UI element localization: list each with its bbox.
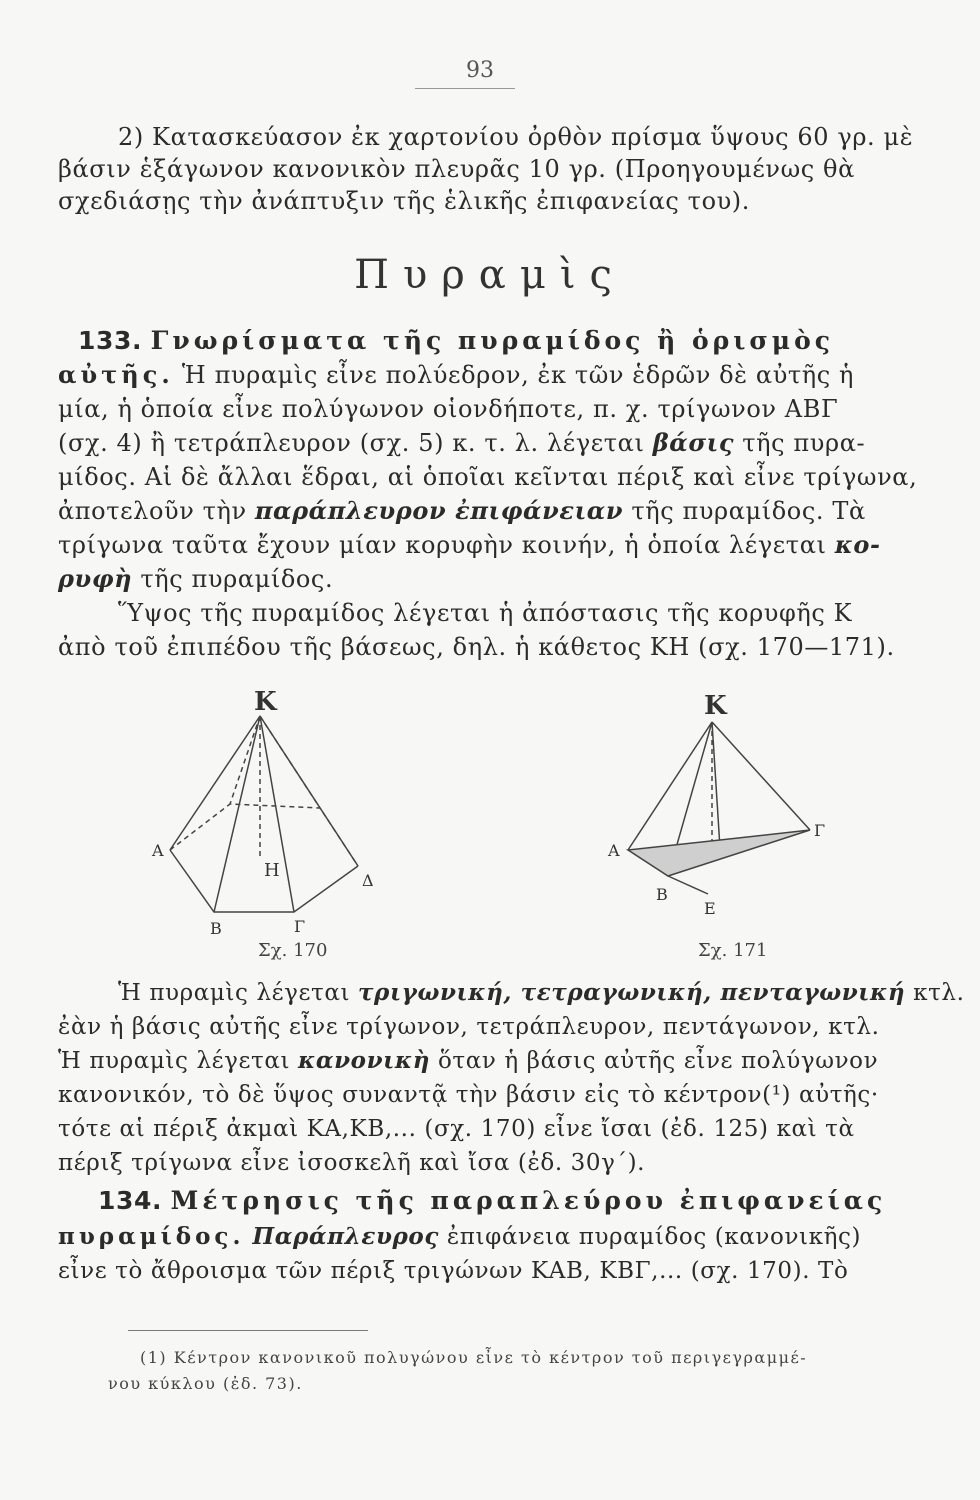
fig170-label-b: Β xyxy=(210,919,222,938)
section-134-line-2: εἶνε τὸ ἄθροισμα τῶν πέριξ τριγώνων ΚΑΒ, ΚΒΓ,... (σχ. 170). Τὸ xyxy=(58,1258,849,1284)
term-basis: βάσις xyxy=(652,428,735,457)
base-back xyxy=(170,804,358,866)
section-133-line-8: Ὕψος τῆς πυραμίδος λέγεται ἡ ἀπόστασις τῆς κορυφῆς Κ xyxy=(118,599,853,627)
classification-line-4: κανονικόν, τὸ δὲ ὕψος συναντᾷ τὴν βάσιν εἰς τὸ κέντρον(¹) αὐτῆς· xyxy=(58,1082,879,1108)
exercise-line-2: βάσιν ἑξάγωνον κανονικὸν πλευρᾶς 10 γρ. (Προηγουμένως θὰ xyxy=(58,155,855,183)
footnote-rule xyxy=(128,1330,368,1331)
term-apex: ρυφὴ xyxy=(58,564,133,593)
classification-line-2: ἐὰν ἡ βάσις αὐτῆς εἶνε τρίγωνον, τετράπλευρον, πεντάγωνον, κτλ. xyxy=(58,1014,880,1040)
section-133-number: 133. xyxy=(78,326,143,355)
section-134-number: 134. xyxy=(98,1186,163,1215)
footnote-line-1: (1) Κέντρον κανονικοῦ πολυγώνου εἶνε τὸ κέντρον τοῦ περιγεγραμμέ- xyxy=(140,1348,808,1367)
figure-170-caption: Σχ. 170 xyxy=(258,940,328,961)
exercise-line-1: 2) Κατασκεύασον ἐκ χαρτονίου ὀρθὸν πρίσμα ὕψους 60 γρ. μὲ xyxy=(118,123,914,151)
term-lateral-surface: παράπλευρον ἐπιφάνειαν xyxy=(254,496,624,525)
exercise-line-3: σχεδιάσῃς τὴν ἀνάπτυξιν τῆς ἑλικῆς ἐπιφανείας του). xyxy=(58,187,750,215)
fig171-label-a: Α xyxy=(608,841,620,860)
section-133-line-9: ἀπὸ τοῦ ἐπιπέδου τῆς βάσεως, δηλ. ἡ κάθετος ΚΗ (σχ. 170—171). xyxy=(58,633,895,661)
section-134-line-1: πυραμίδος. Παράπλευρος ἐπιφάνεια πυραμίδος (κανονικῆς) xyxy=(58,1223,862,1250)
figure-171-pyramid xyxy=(600,680,840,940)
section-134-heading xyxy=(98,1186,958,1216)
fig170-label-center: Η xyxy=(264,860,280,881)
edge-hidden-2 xyxy=(230,716,260,804)
edge-kb xyxy=(214,716,260,912)
edge-ka xyxy=(628,722,712,850)
fig171-label-apex: Κ xyxy=(704,691,727,721)
section-133-line-7: ρυφὴ τῆς πυραμίδος. xyxy=(58,564,334,593)
classification-line-5: τότε αἱ πέριξ ἀκμαὶ ΚΑ,ΚΒ,... (σχ. 170) εἶνε ἴσαι (ἐδ. 125) καὶ τὰ xyxy=(58,1116,855,1142)
section-133-line-3: (σχ. 4) ἢ τετράπλευρον (σχ. 5) κ. τ. λ. λέγεται βάσις τῆς πυρα- xyxy=(58,428,866,457)
section-133-line-1: αὐτῆς. Ἡ πυραμὶς εἶνε πολύεδρον, ἐκ τῶν ἑδρῶν δὲ αὐτῆς ἡ xyxy=(58,360,854,389)
footnote-line-2: νου κύκλου (ἐδ. 73). xyxy=(108,1374,303,1393)
term-regular: κανονικὴ xyxy=(297,1047,431,1074)
classification-line-3: Ἡ πυραμὶς λέγεται κανονικὴ ὅταν ἡ βάσις αὐτῆς εἶνε πολύγωνον xyxy=(58,1047,879,1074)
section-133-heading xyxy=(78,326,938,356)
section-134-title: Μέτρησις τῆς παραπλεύρου ἐπιφανείας xyxy=(170,1186,887,1215)
classification-line-1: Ἡ πυραμὶς λέγεται τριγωνική, τετραγωνική, πενταγωνική κτλ. xyxy=(118,979,965,1006)
term-lateral: Παράπλευρος xyxy=(252,1223,439,1250)
page-number: 93 xyxy=(466,58,494,83)
fig171-label-b: Β xyxy=(656,885,668,904)
base-edge-e xyxy=(668,876,708,894)
edge-kg xyxy=(712,722,810,830)
section-133-line-5: ἀποτελοῦν τὴν παράπλευρον ἐπιφάνειαν τῆς πυραμίδος. Τὰ xyxy=(58,496,866,525)
fig170-label-apex: Κ xyxy=(254,687,277,717)
figure-170-pyramid xyxy=(150,680,390,940)
section-133-line-2: μία, ἡ ὁποία εἶνε πολύγωνον οἱονδήποτε, π. χ. τρίγωνον ΑΒΓ xyxy=(58,395,839,423)
classification-line-6: πέριξ τρίγωνα εἶνε ἰσοσκελῆ καὶ ἴσα (ἐδ. 30γ΄). xyxy=(58,1150,646,1176)
figure-171-caption: Σχ. 171 xyxy=(698,940,768,961)
section-133-title: Γνωρίσματα τῆς πυραμίδος ἢ ὁρισμὸς xyxy=(150,326,835,355)
fig170-label-a: Α xyxy=(152,841,164,860)
fig171-label-e: Ε xyxy=(704,899,716,918)
section-133-line-4: μίδος. Αἱ δὲ ἄλλαι ἕδραι, αἱ ὁποῖαι κεῖνται πέριξ καὶ εἶνε τρίγωνα, xyxy=(58,463,918,491)
term-pyramid-types: τριγωνική, τετραγωνική, πενταγωνική xyxy=(357,979,906,1006)
edge-inner xyxy=(712,722,720,848)
section-title: Πυραμὶς xyxy=(354,252,626,298)
edge-kg xyxy=(260,716,294,912)
fig170-label-d: Δ xyxy=(362,871,374,890)
fig171-label-g: Γ xyxy=(814,821,826,840)
section-133-line-6: τρίγωνα ταῦτα ἔχουν μίαν κορυφὴν κοινήν, ἡ ὁποία λέγεται κο- xyxy=(58,530,881,559)
page-number-rule xyxy=(415,88,515,89)
edge-ka xyxy=(170,716,260,850)
fig170-label-g: Γ xyxy=(294,917,306,936)
